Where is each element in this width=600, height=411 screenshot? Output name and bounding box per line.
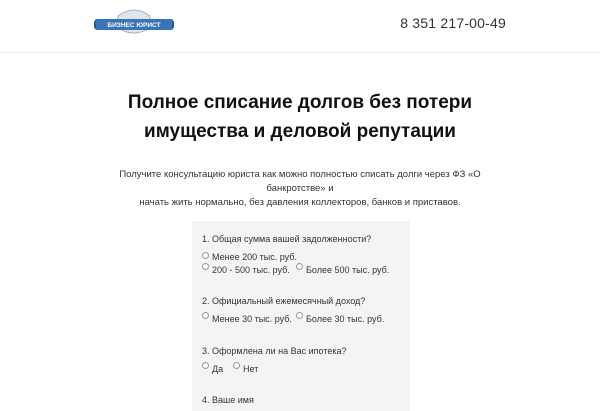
- radio-q1-opt1[interactable]: [202, 252, 209, 259]
- radio-q2-opt2[interactable]: [296, 312, 303, 319]
- page-subtitle: [90, 168, 510, 210]
- q1-option-2[interactable]: 200 - 500 тыс. руб.: [212, 265, 290, 275]
- radio-q1-opt3[interactable]: [296, 263, 303, 270]
- radio-q2-opt1[interactable]: [202, 312, 209, 319]
- q1-option-3[interactable]: Более 500 тыс. руб.: [306, 265, 390, 275]
- subtitle-line-2: начать жить нормально, без давления коллекторов, банков и приставов.: [139, 197, 461, 208]
- header-phone[interactable]: 8 351 217-00-49: [400, 15, 506, 31]
- q2-option-2[interactable]: Более 30 тыс. руб.: [306, 314, 385, 324]
- radio-q3-opt2[interactable]: [233, 362, 240, 369]
- radio-q1-opt2[interactable]: [202, 263, 209, 270]
- question-2-label: 2. Официальный ежемесячный доход?: [202, 296, 366, 306]
- quiz-form: [192, 221, 410, 411]
- page-title: [0, 88, 600, 146]
- question-4-label: 4. Ваше имя: [202, 395, 254, 405]
- radio-q3-opt1[interactable]: [202, 362, 209, 369]
- title-line-1: Полное списание долгов без потери: [127, 92, 473, 113]
- q2-option-1[interactable]: Менее 30 тыс. руб.: [212, 314, 292, 324]
- question-1-label: 1. Общая сумма вашей задолженности?: [202, 234, 372, 244]
- q3-option-1[interactable]: Да: [212, 364, 224, 374]
- logo-text: БИЗНЕС ЮРИСТ: [107, 22, 161, 29]
- logo-icon[interactable]: [94, 6, 174, 42]
- site-header: [0, 0, 600, 53]
- title-line-2: имущества и деловой репутации: [144, 121, 456, 142]
- q3-option-2[interactable]: Нет: [243, 364, 259, 374]
- q1-option-1[interactable]: Менее 200 тыс. руб.: [212, 252, 297, 262]
- subtitle-line-1: Получите консультацию юриста как можно полностью списать долги через ФЗ «О банкротстве» и: [119, 169, 481, 194]
- question-3-label: 3. Оформлена ли на Вас ипотека?: [202, 346, 347, 356]
